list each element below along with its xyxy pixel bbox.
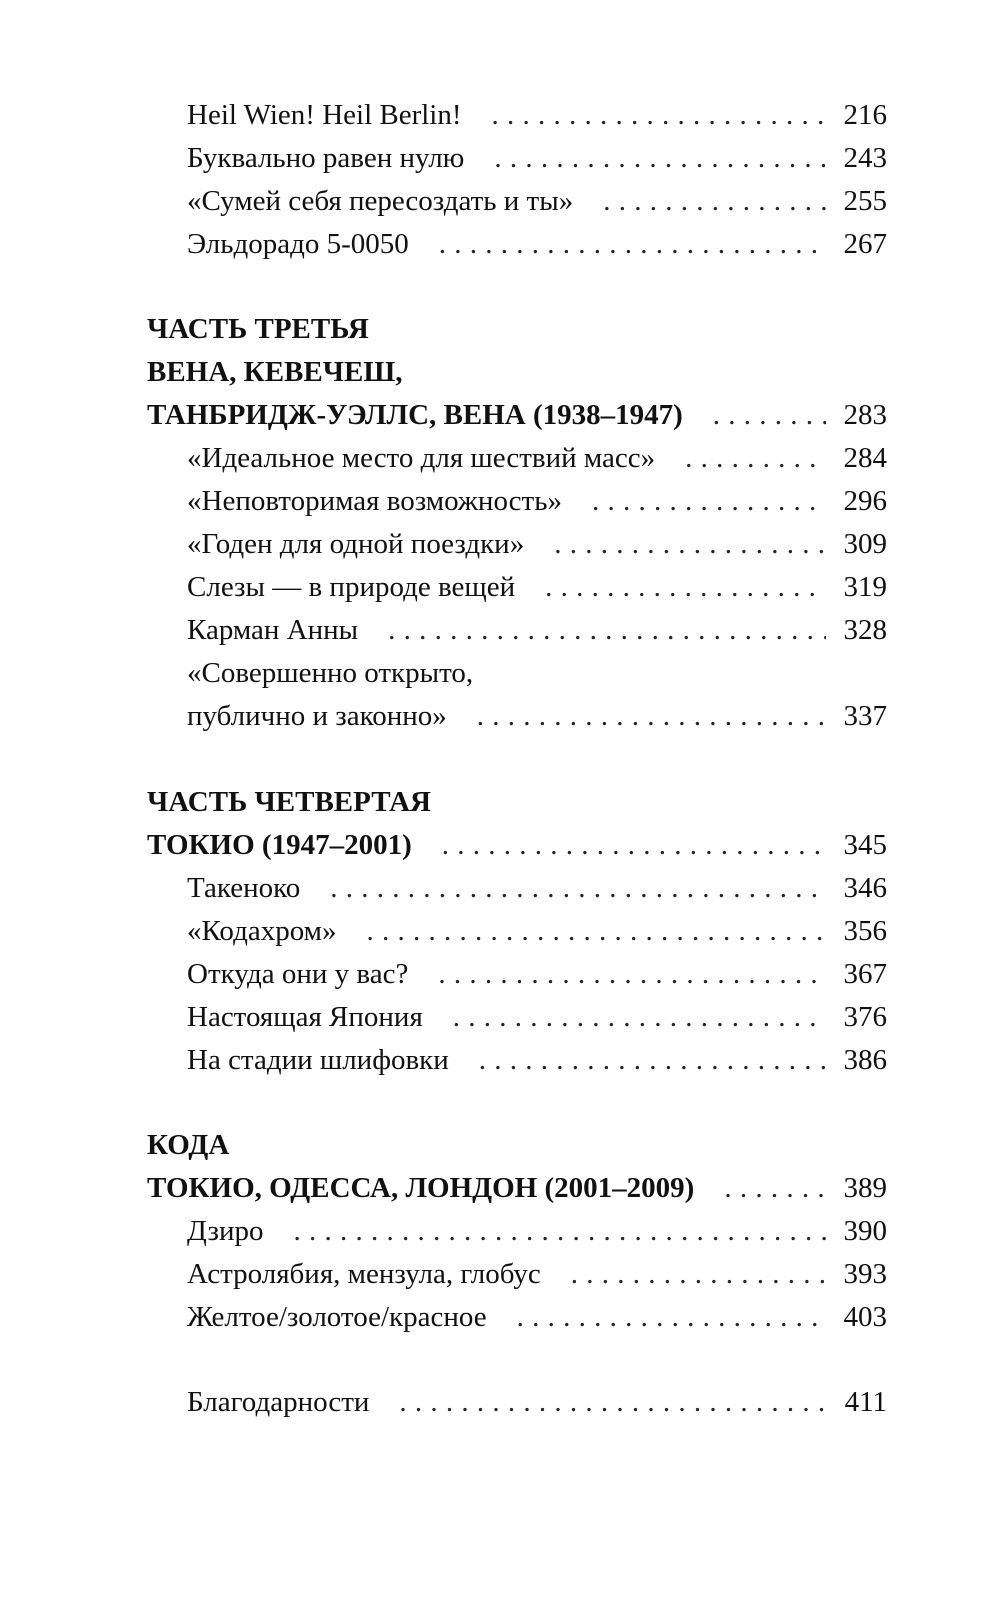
acknowledgements-entry[interactable] <box>187 1380 887 1424</box>
toc-entry-title: «Совершенно открыто, <box>187 657 474 689</box>
dot-leader <box>685 436 825 480</box>
toc-entry-title: Откуда они у вас? <box>187 958 409 990</box>
toc-entry[interactable] <box>187 1252 887 1296</box>
toc-entry-page: 216 <box>843 99 887 131</box>
toc-entry-title: «Сумей себя пересоздать и ты» <box>187 185 574 217</box>
toc-entry-page: 346 <box>843 872 887 904</box>
dot-leader <box>592 479 826 523</box>
toc-entry[interactable] <box>187 222 887 266</box>
toc-entry-page: 389 <box>843 1172 887 1204</box>
toc-entry[interactable] <box>187 1038 887 1082</box>
toc-entry-title: Настоящая Япония <box>187 1001 423 1033</box>
toc-entry-page: 284 <box>843 442 887 474</box>
dot-leader <box>293 1209 825 1253</box>
toc-entry-title: Благодарности <box>187 1386 370 1418</box>
dot-leader <box>479 1038 826 1082</box>
part-heading-text: ЧАСТЬ ТРЕТЬЯ <box>147 313 369 345</box>
toc-entry[interactable] <box>187 1209 887 1253</box>
dot-leader <box>571 1252 826 1296</box>
toc-entry[interactable] <box>187 436 887 480</box>
part-title-text: ТАНБРИДЖ-УЭЛЛС, ВЕНА (1938–1947) <box>147 399 683 431</box>
toc-entry-page: 356 <box>843 915 887 947</box>
toc-entry-title: Такеноко <box>187 872 301 904</box>
toc-entry-page: 411 <box>844 1386 887 1418</box>
dot-leader <box>713 393 826 437</box>
toc-entry[interactable] <box>187 909 887 953</box>
dot-leader <box>453 995 826 1039</box>
dot-leader <box>517 1295 826 1339</box>
coda-title[interactable] <box>147 1166 887 1210</box>
toc-entry-title: Дзиро <box>187 1215 264 1247</box>
toc-entry-title: публично и законно» <box>187 700 447 732</box>
toc-entry-line1[interactable] <box>187 651 887 695</box>
toc-entry[interactable] <box>187 93 887 137</box>
toc-entry-title: «Неповторимая возможность» <box>187 485 562 517</box>
toc-entry-page: 283 <box>843 399 887 431</box>
toc-entry-title: Астролябия, мензула, глобус <box>187 1258 541 1290</box>
toc-entry[interactable] <box>187 694 887 738</box>
dot-leader <box>438 952 825 996</box>
dot-leader <box>367 909 826 953</box>
toc-entry[interactable] <box>187 136 887 180</box>
part-three-title-line1 <box>147 350 887 394</box>
toc-entry-title: «Кодахром» <box>187 915 337 947</box>
toc-entry-title: «Идеальное место для шествий масс» <box>187 442 656 474</box>
dot-leader <box>603 179 825 223</box>
dot-leader <box>554 522 825 566</box>
toc-entry[interactable] <box>187 522 887 566</box>
part-four-heading <box>147 780 887 824</box>
toc-entry-page: 403 <box>843 1301 887 1333</box>
part-heading-text: ЧАСТЬ ЧЕТВЕРТАЯ <box>147 786 431 818</box>
toc-entry[interactable] <box>187 565 887 609</box>
dot-leader <box>724 1166 825 1210</box>
toc-entry-title: Эльдорадо 5-0050 <box>187 228 409 260</box>
part-title-text: ВЕНА, КЕВЕЧЕШ, <box>147 356 403 388</box>
dot-leader <box>494 136 825 180</box>
toc-entry-page: 255 <box>843 185 887 217</box>
toc-entry[interactable] <box>187 952 887 996</box>
toc-entry-title: «Годен для одной поездки» <box>187 528 525 560</box>
toc-entry-page: 376 <box>843 1001 887 1033</box>
toc-entry-page: 345 <box>843 829 887 861</box>
dot-leader <box>492 93 826 137</box>
toc-entry[interactable] <box>187 995 887 1039</box>
toc-entry-page: 267 <box>843 228 887 260</box>
dot-leader <box>330 866 825 910</box>
toc-entry-page: 393 <box>843 1258 887 1290</box>
toc-entry[interactable] <box>187 1295 887 1339</box>
dot-leader <box>399 1380 826 1424</box>
part-three-heading <box>147 307 887 351</box>
toc-entry-title: Карман Анны <box>187 614 359 646</box>
toc-entry[interactable] <box>187 179 887 223</box>
toc-entry-title: Heil Wien! Heil Berlin! <box>187 99 462 131</box>
toc-entry-page: 319 <box>843 571 887 603</box>
dot-leader <box>545 565 825 609</box>
toc-entry[interactable] <box>187 866 887 910</box>
toc-entry-page: 328 <box>843 614 887 646</box>
toc-entry-title: Слезы — в природе вещей <box>187 571 516 603</box>
toc-entry[interactable] <box>187 479 887 523</box>
toc-entry-title: Желтое/золотое/красное <box>187 1301 487 1333</box>
toc-entry-title: Буквально равен нулю <box>187 142 465 174</box>
part-four-title[interactable] <box>147 823 887 867</box>
toc-entry[interactable] <box>187 608 887 652</box>
toc-entry-page: 386 <box>843 1044 887 1076</box>
toc-entry-title: На стадии шлифовки <box>187 1044 449 1076</box>
dot-leader <box>388 608 825 652</box>
toc-entry-page: 337 <box>843 700 887 732</box>
part-title-text: ТОКИО, ОДЕССА, ЛОНДОН (2001–2009) <box>147 1172 695 1204</box>
part-three-title[interactable] <box>147 393 887 437</box>
toc-entry-page: 309 <box>843 528 887 560</box>
coda-heading <box>147 1123 887 1167</box>
toc-entry-page: 243 <box>843 142 887 174</box>
dot-leader <box>439 222 826 266</box>
dot-leader <box>477 694 826 738</box>
toc-entry-page: 296 <box>843 485 887 517</box>
part-heading-text: КОДА <box>147 1129 230 1161</box>
part-title-text: ТОКИО (1947–2001) <box>147 829 412 861</box>
toc-entry-page: 390 <box>843 1215 887 1247</box>
dot-leader <box>442 823 826 867</box>
toc-entry-page: 367 <box>843 958 887 990</box>
